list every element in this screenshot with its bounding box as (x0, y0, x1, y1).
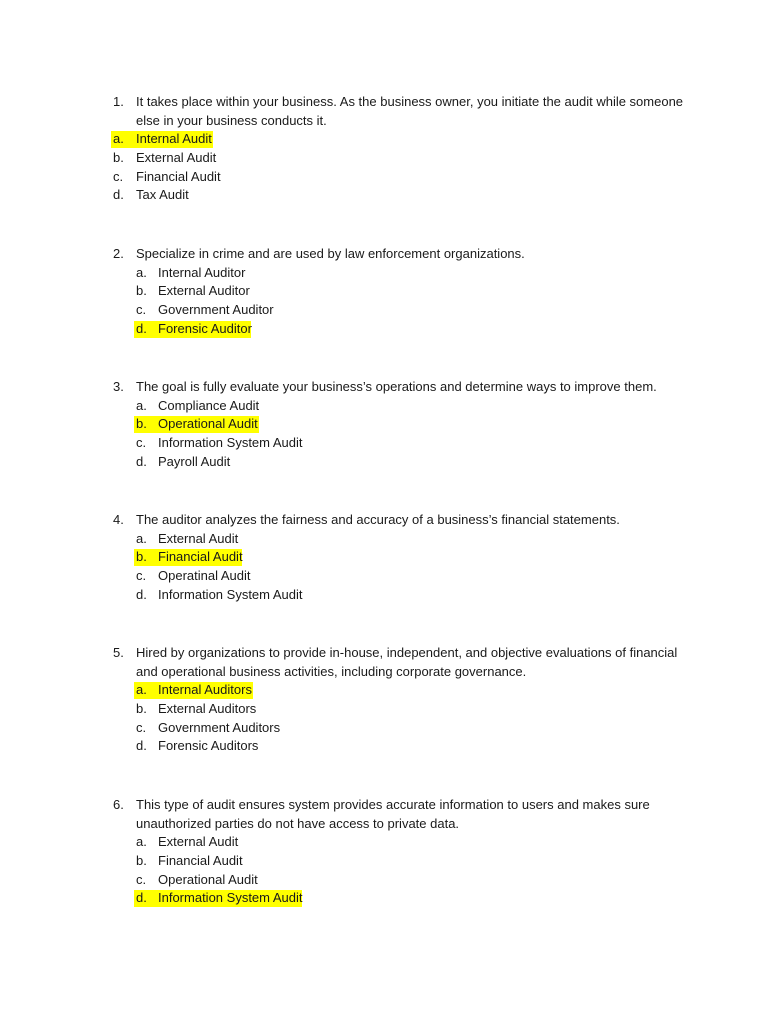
choice-b (0, 700, 768, 719)
choice-a (0, 833, 768, 852)
choice-d (0, 737, 768, 756)
choice-letter: c. (136, 719, 147, 735)
question-stem (0, 378, 768, 397)
choice-c (0, 719, 768, 738)
choice-letter: b. (136, 416, 147, 432)
choice-text: Government Auditors (158, 719, 281, 735)
choice-b (0, 548, 768, 567)
choice-c (0, 567, 768, 586)
choice-letter: d. (136, 453, 147, 469)
question-2 (0, 245, 768, 338)
choice-c (0, 168, 768, 187)
choice-b (0, 415, 768, 434)
question-number: 4. (113, 512, 124, 527)
choice-letter: a. (136, 264, 147, 280)
choice-a (0, 681, 768, 700)
choice-letter: b. (136, 853, 147, 869)
question-1 (0, 93, 768, 205)
question-text-line: The auditor analyzes the fairness and accuracy of a business’s financial statements. (136, 512, 620, 527)
question-text-line: The goal is fully evaluate your business’s operations and determine ways to improve them. (136, 379, 657, 394)
choice-letter: d. (113, 187, 124, 203)
question-stem (0, 93, 768, 112)
choice-text: External Audit (158, 530, 239, 546)
choice-letter: a. (136, 530, 147, 546)
choice-letter: d. (136, 320, 147, 336)
choice-d (0, 186, 768, 205)
choice-c (0, 871, 768, 890)
choice-text: Internal Auditors (158, 682, 252, 698)
choice-text: Internal Auditor (158, 264, 246, 280)
choice-text: External Auditor (158, 283, 250, 299)
choice-c (0, 301, 768, 320)
question-text-line: This type of audit ensures system provides accurate information to users and makes sure (136, 797, 650, 812)
choice-text: Operational Audit (158, 416, 258, 432)
choice-letter: d. (136, 890, 147, 906)
choice-text: External Auditors (158, 701, 257, 717)
choice-c (0, 434, 768, 453)
choice-letter: d. (136, 586, 147, 602)
choice-letter: c. (136, 302, 147, 318)
choice-letter: a. (136, 834, 147, 850)
question-text-line: It takes place within your business. As the business owner, you initiate the audit while someone (136, 94, 684, 109)
choice-a (0, 264, 768, 283)
question-3 (0, 378, 768, 471)
choice-text: Information System Audit (158, 586, 303, 602)
choice-letter: b. (136, 283, 147, 299)
choice-a (0, 397, 768, 416)
question-text-line: unauthorized parties do not have access to private data. (136, 815, 460, 831)
question-stem (0, 644, 768, 663)
choice-text: Financial Audit (158, 549, 243, 565)
choice-text: External Audit (136, 150, 217, 166)
question-stem (0, 245, 768, 264)
choice-text: Government Auditor (158, 302, 274, 318)
choice-d (0, 453, 768, 472)
question-stem (0, 511, 768, 530)
question-number: 6. (113, 797, 124, 812)
choice-text: Financial Audit (158, 853, 243, 869)
choice-letter: c. (136, 435, 147, 451)
choice-letter: a. (136, 397, 147, 413)
question-number: 5. (113, 645, 124, 660)
choice-text: External Audit (158, 834, 239, 850)
question-number: 3. (113, 379, 124, 394)
question-stem (0, 796, 768, 815)
choice-text: Tax Audit (136, 187, 189, 203)
choice-a (0, 530, 768, 549)
question-number: 1. (113, 94, 124, 109)
choice-b (0, 852, 768, 871)
question-6 (0, 796, 768, 908)
choice-letter: b. (136, 701, 147, 717)
question-text-line: Specialize in crime and are used by law enforcement organizations. (136, 246, 525, 261)
question-stem-continued (0, 112, 768, 131)
choice-b (0, 282, 768, 301)
question-4 (0, 511, 768, 604)
choice-d (0, 586, 768, 605)
choice-text: Payroll Audit (158, 453, 231, 469)
choice-letter: a. (113, 131, 124, 147)
choice-text: Operational Audit (158, 871, 258, 887)
choice-letter: c. (113, 168, 124, 184)
choice-letter: a. (136, 682, 147, 698)
choice-text: Information System Audit (158, 890, 303, 906)
choice-text: Compliance Audit (158, 397, 260, 413)
question-stem-continued (0, 815, 768, 834)
choice-letter: c. (136, 871, 147, 887)
choice-letter: c. (136, 568, 147, 584)
choice-letter: b. (136, 549, 147, 565)
choice-letter: d. (136, 738, 147, 754)
question-text-line: and operational business activities, including corporate governance. (136, 663, 527, 679)
choice-text: Operatinal Audit (158, 568, 251, 584)
choice-d (0, 320, 768, 339)
choice-text: Forensic Auditors (158, 738, 259, 754)
question-5 (0, 644, 768, 756)
question-number: 2. (113, 246, 124, 261)
choice-text: Internal Audit (136, 131, 212, 147)
choice-b (0, 149, 768, 168)
choice-d (0, 889, 768, 908)
choice-a (0, 130, 768, 149)
choice-text: Financial Audit (136, 168, 221, 184)
question-stem-continued (0, 663, 768, 682)
choice-letter: b. (113, 150, 124, 166)
question-text-line: Hired by organizations to provide in-house, independent, and objective evaluations of financial (136, 645, 678, 660)
choice-text: Forensic Auditor (158, 320, 252, 336)
question-text-line: else in your business conducts it. (136, 112, 327, 128)
choice-text: Information System Audit (158, 435, 303, 451)
